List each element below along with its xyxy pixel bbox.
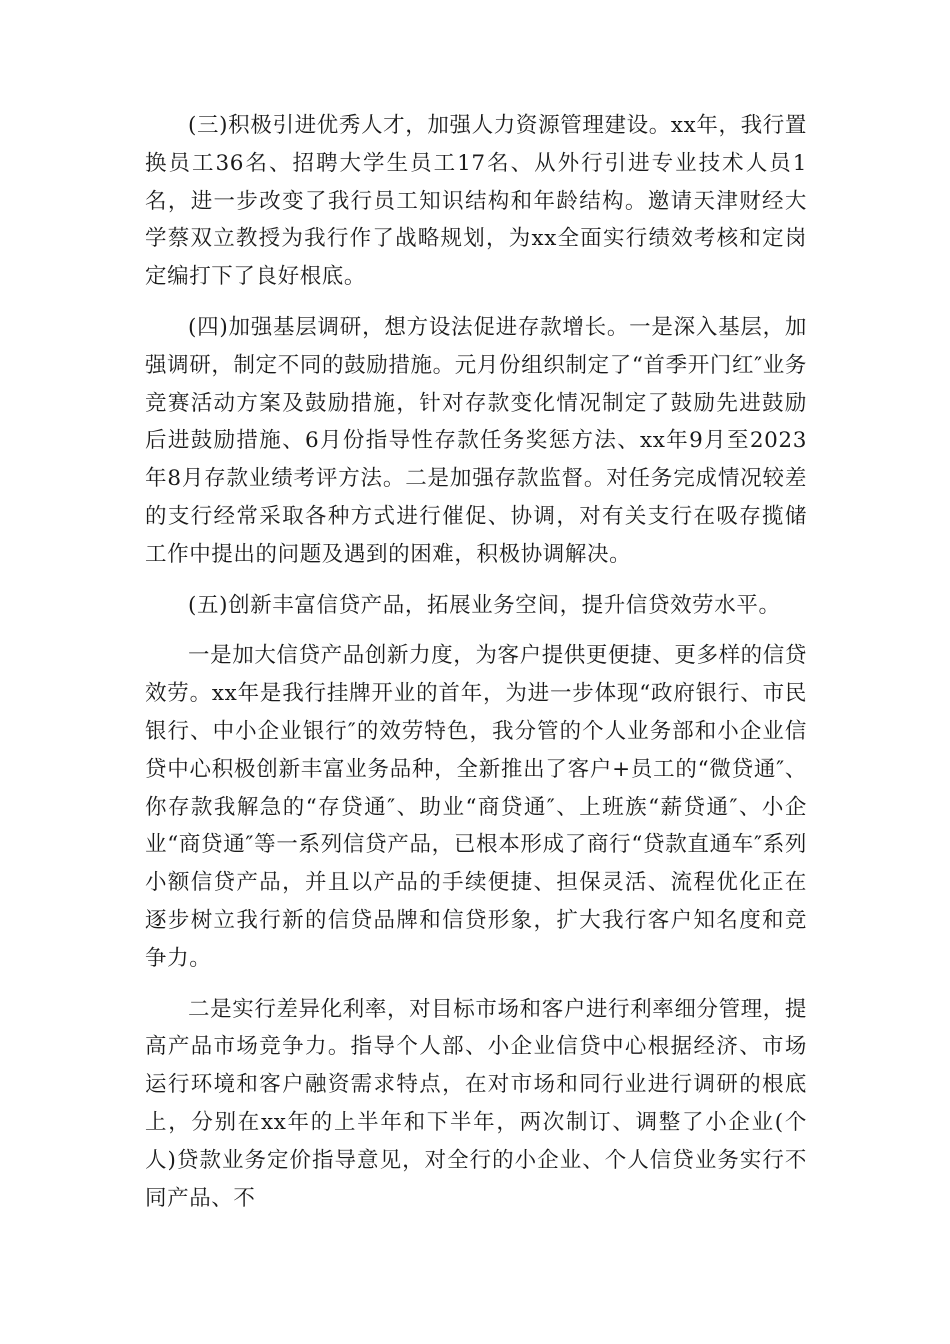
paragraph-talent: (三)积极引进优秀人才，加强人力资源管理建设。xx年，我行置换员工36名、招聘大学生员工17名、从外行引进专业技术人员1名，进一步改变了我行员工知识结构和年龄结构。邀请天津财经大学蔡双立教授为我行作了战略规划，为xx全面实行绩效考核和定岗定编打下了良好根底。	[145, 113, 807, 290]
paragraph-deposit: (四)加强基层调研，想方设法促进存款增长。一是深入基层，加强调研，制定不同的鼓励措施。元月份组织制定了“首季开门红″业务竞赛活动方案及鼓励措施，针对存款变化情况制定了鼓励先进鼓励后进鼓励措施、6月份指导性存款任务奖惩方法、xx年9月至2023年8月存款业绩考评方法。二是加强存款监督。对任务完成情况较差的支行经常采取各种方式进行催促、协调，对有关支行在吸存揽储工作中提出的问题及遇到的困难，积极协调解决。	[145, 314, 807, 567]
document-body	[145, 107, 807, 1230]
paragraph-credit-heading: (五)创新丰富信贷产品，拓展业务空间，提升信贷效劳水平。	[188, 592, 781, 618]
paragraph-credit-innovation: 一是加大信贷产品创新力度，为客户提供更便捷、更多样的信贷效劳。xx年是我行挂牌开业的首年，为进一步体现“政府银行、市民银行、中小企业银行″的效劳特色，我分管的个人业务部和小企业信贷中心积极创新丰富业务品种，全新推出了客户+员工的“微贷通″、你存款我解急的“存贷通″、助业“商贷通″、上班族“薪贷通″、小企业“商贷通″等一系列信贷产品，已根本形成了商行“贷款直通车″系列小额信贷产品，并且以产品的手续便捷、担保灵活、流程优化正在逐步树立我行新的信贷品牌和信贷形象，扩大我行客户知名度和竞争力。	[145, 643, 807, 971]
paragraph-interest-rate: 二是实行差异化利率，对目标市场和客户进行利率细分管理，提高产品市场竞争力。指导个人部、小企业信贷中心根据经济、市场运行环境和客户融资需求特点，在对市场和同行业进行调研的根底上，分别在xx年的上半年和下半年，两次制订、调整了小企业(个人)贷款业务定价指导意见，对全行的小企业、个人信贷业务实行不同产品、不	[145, 996, 807, 1211]
